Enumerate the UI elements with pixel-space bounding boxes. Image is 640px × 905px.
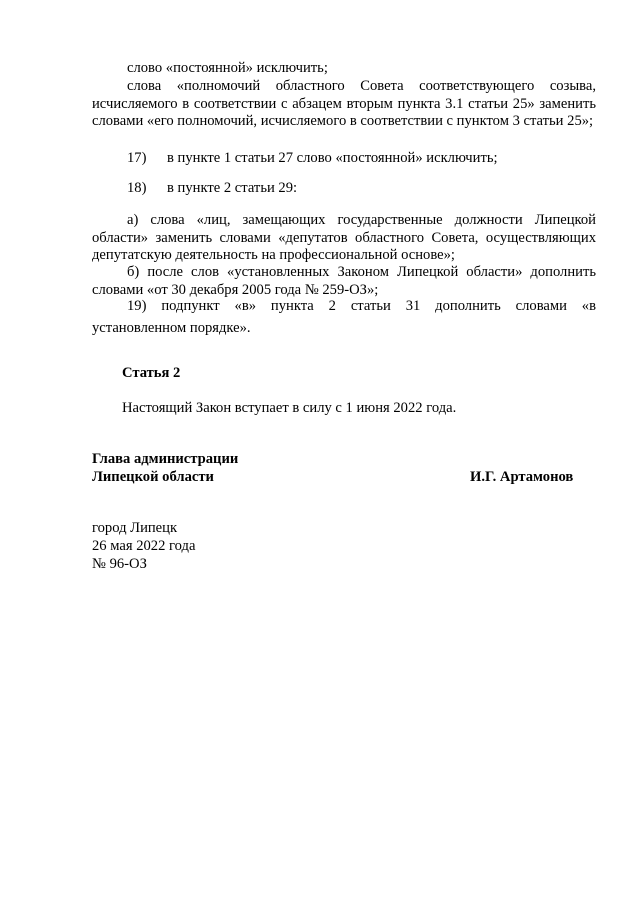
footer-law-number: № 96-ОЗ [92,556,147,572]
amendment-paragraph-2: слова «полномочий областного Совета соответствующего созыва, исчисляемого в соответствии с абзацем вторым пункта 3.1 статьи 25» заменить словами «его полномочий, исчисляемого в соответствии с пунктом 3 статьи 25»; [92,78,596,129]
article-2-heading: Статья 2 [122,365,181,381]
item-19-line-2: установленном порядке». [92,320,251,336]
list-item-text: в пункте 2 статьи 29: [167,180,298,196]
list-item-text: в пункте 1 статьи 27 слово «постоянной» исключить; [167,150,498,166]
list-item-18 [127,180,597,198]
amendment-paragraph-1: слово «постоянной» исключить; [127,60,328,76]
list-item-number: 18) [127,180,147,196]
footer-city: город Липецк [92,520,178,536]
article-2-text: Настоящий Закон вступает в силу с 1 июня 2022 года. [122,400,457,416]
subitem-a: а) слова «лиц, замещающих государственные должности Липецкой области» заменить словами «депутатов областного Совета, осуществляющих депутатскую деятельность на профессиональной основе»; [92,212,596,263]
item-19-line-1: 19) подпункт «в» пункта 2 статьи 31 дополнить словами «в [127,298,596,314]
list-item-17 [127,150,597,168]
list-item-number: 17) [127,150,147,166]
footer-date: 26 мая 2022 года [92,538,196,554]
signature-name: И.Г. Артамонов [470,469,574,485]
signature-title-line-2: Липецкой области [92,469,214,485]
signature-title-line-1: Глава администрации [92,451,239,467]
subitem-b: б) после слов «установленных Законом Липецкой области» дополнить словами «от 30 декабря 2005 года № 259-ОЗ»; [92,264,596,298]
